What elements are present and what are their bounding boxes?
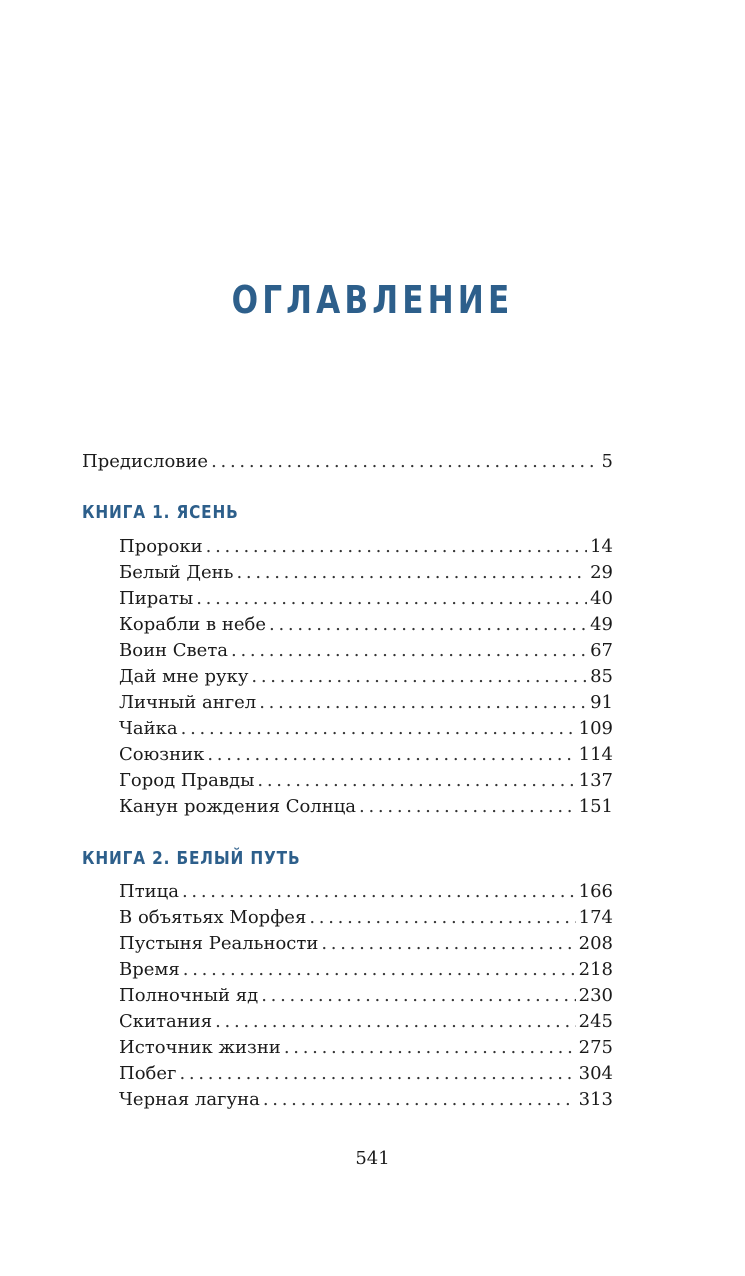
toc-entry-page: 109 (578, 718, 613, 739)
dot-leader (207, 743, 575, 767)
toc-entry[interactable] (119, 906, 613, 930)
toc-entry-page: 208 (578, 933, 613, 954)
toc-entry-label: Черная лагуна (119, 1089, 260, 1110)
toc-entry-label: Пророки (119, 536, 203, 557)
toc-entry[interactable] (119, 1010, 613, 1034)
dot-leader (259, 691, 587, 715)
toc-entry-label: Корабли в небе (119, 614, 267, 635)
toc-entry[interactable] (119, 691, 613, 715)
toc-entry-preface[interactable] (82, 450, 613, 474)
toc-entry-page: 14 (590, 536, 613, 557)
toc-entry-page: 313 (578, 1089, 613, 1110)
dot-leader (263, 1088, 576, 1112)
toc-entry-label: Канун рождения Солнца (119, 796, 357, 817)
dot-leader (179, 1062, 575, 1086)
toc-entry[interactable] (119, 561, 613, 585)
toc-entry-label: Личный ангел (119, 692, 257, 713)
page-title: ОГЛАВЛЕНИЕ (231, 278, 514, 322)
toc-entry-label: Скитания (119, 1011, 213, 1032)
toc-entry-page: 137 (578, 770, 613, 791)
page-number: 541 (355, 1148, 390, 1169)
toc-entry[interactable] (119, 613, 613, 637)
toc-entry-page: 5 (601, 451, 613, 472)
toc-entry-page: 49 (590, 614, 613, 635)
toc-entry-label: Источник жизни (119, 1037, 281, 1058)
toc-entry-page: 174 (578, 907, 613, 928)
dot-leader (251, 665, 587, 689)
book-2-heading: КНИГА 2. БЕЛЫЙ ПУТЬ (82, 848, 301, 869)
toc-entry-page: 218 (578, 959, 613, 980)
toc-entry[interactable] (119, 1088, 613, 1112)
toc-entry-page: 230 (578, 985, 613, 1006)
toc-entry[interactable] (119, 717, 613, 741)
dot-leader (321, 932, 575, 956)
toc-entry-page: 166 (578, 881, 613, 902)
toc-entry[interactable] (119, 984, 613, 1008)
dot-leader (284, 1036, 576, 1060)
dot-leader (183, 958, 576, 982)
dot-leader (181, 717, 576, 741)
toc-entry[interactable] (119, 535, 613, 559)
dot-leader (182, 880, 576, 904)
toc-entry-page: 91 (590, 692, 613, 713)
toc-entry-label: Побег (119, 1063, 177, 1084)
toc-entry-page: 245 (578, 1011, 613, 1032)
toc-entry[interactable] (119, 587, 613, 611)
toc-entry-page: 67 (590, 640, 613, 661)
toc-entry-page: 304 (578, 1063, 613, 1084)
toc-entry[interactable] (119, 1036, 613, 1060)
toc-entry-label: Союзник (119, 744, 205, 765)
dot-leader (359, 795, 576, 819)
dot-leader (211, 450, 598, 474)
toc-entry-label: Пустыня Реальности (119, 933, 319, 954)
dot-leader (257, 769, 575, 793)
book-1-heading: КНИГА 1. ЯСЕНЬ (82, 502, 239, 523)
toc-entry-label: Предисловие (82, 451, 209, 472)
dot-leader (236, 561, 587, 585)
toc-entry[interactable] (119, 795, 613, 819)
toc-entry[interactable] (119, 639, 613, 663)
toc-entry[interactable] (119, 769, 613, 793)
toc-entry-page: 151 (578, 796, 613, 817)
toc-entry-label: Дай мне руку (119, 666, 249, 687)
dot-leader (231, 639, 587, 663)
toc-entry-label: Полночный яд (119, 985, 259, 1006)
toc-entry[interactable] (119, 1062, 613, 1086)
toc-entry[interactable] (119, 665, 613, 689)
toc-entry[interactable] (119, 743, 613, 767)
toc-entry-label: Воин Света (119, 640, 229, 661)
toc-entry-label: В объятьях Морфея (119, 907, 307, 928)
toc-entry-label: Город Правды (119, 770, 255, 791)
toc-entry[interactable] (119, 880, 613, 904)
dot-leader (309, 906, 575, 930)
toc-entry-page: 40 (590, 588, 613, 609)
dot-leader (196, 587, 587, 611)
toc-entry-label: Белый День (119, 562, 234, 583)
dot-leader (269, 613, 587, 637)
dot-leader (215, 1010, 576, 1034)
toc-entry-page: 275 (578, 1037, 613, 1058)
toc-entry-page: 29 (590, 562, 613, 583)
toc-entry[interactable] (119, 958, 613, 982)
toc-entry-label: Чайка (119, 718, 178, 739)
toc-entry-label: Пираты (119, 588, 194, 609)
toc-entry-page: 114 (578, 744, 613, 765)
dot-leader (261, 984, 575, 1008)
dot-leader (206, 535, 587, 559)
toc-entry[interactable] (119, 932, 613, 956)
toc-entry-label: Птица (119, 881, 179, 902)
toc-entry-label: Время (119, 959, 180, 980)
toc-entry-page: 85 (590, 666, 613, 687)
